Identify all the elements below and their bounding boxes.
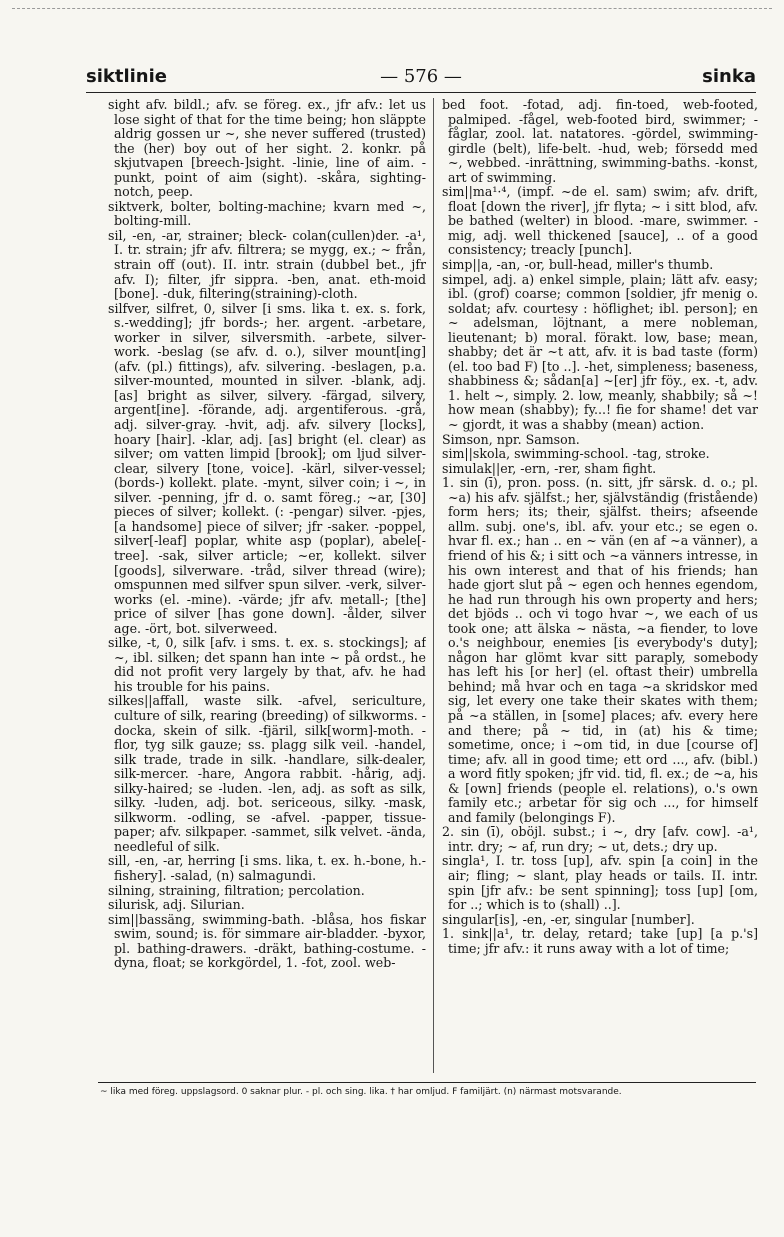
dictionary-entry: singla¹, I. tr. toss [up], afv. spin [a coin] in the air; fling; ~ slant, play heads or tails. II. intr. spin [jfr afv.: be sent spinning]; toss [up] [om, for ..; which is to (shall) ..]. [442,853,758,913]
dictionary-entry: sil, -en, -ar, strainer; bleck- colan(cullen)der. -a¹, I. tr. strain; jfr afv. filtrera; se mygg, ex.; ~ från, strain off (out). II. intr. strain (dubbel bet., jfr afv. I); filter, jfr sippra. -ben, anat. eth-moid [bone]. -duk, filtering(straining)-cloth. [108,227,426,302]
dictionary-entry: sim||bassäng, swimming-bath. -blåsa, hos fiskar swim, sound; is. för simmare air-bladder. -byxor, pl. bathing-drawers. -dräkt, bathing-costume. -dyna, float; se korkgördel, 1. -fot, zool. web- [108,911,426,971]
abbreviation-legend: ~ lika med föreg. uppslagsord. 0 saknar plur. - pl. och sing. lika. † har omljud. F familjärt. (n) närmast motsvarande. [100,1087,622,1097]
dictionary-entry: simulak||er, -ern, -rer, sham fight. [442,460,657,476]
dictionary-entry: Simson, npr. Samson. [442,431,580,447]
dictionary-entry: simpel, adj. a) enkel simple, plain; lätt afv. easy; ibl. (grof) coarse; common [soldier, jfr menig o. soldat; afv. courtesy : höflighet; ibl. person]; en ~ adelsman, löjtnant, a mere nobleman, lieutenant; b) moral. förakt. low, base; mean, shabby; det är ~t att, afv. it is bad taste (form) (el. too bad F) [to ..]. -het, simpleness; baseness, shabbiness &; sådan[a] ~[er] jfr föy., ex. -t, adv. 1. helt ~, simply. 2. low, meanly, shabbily; så ~! how mean (shabby); fy...! fie for shame! det var ~ gjordt, it was a shabby (mean) action. [442,271,758,433]
dictionary-entry: silke, -t, 0, silk [afv. i sms. t. ex. s. stockings]; af ~, ibl. silken; det spann han inte ~ på ordst., he did not profit very largely by that, afv. he had his trouble for his pains. [108,635,426,694]
column-divider [433,98,434,1073]
dictionary-entry: 1. sink||a¹, tr. delay, retard; take [up] [a p.'s] time; jfr afv.: it runs away with a lot of time; [442,926,758,956]
dictionary-entry: sim||skola, swimming-school. -tag, stroke. [442,446,710,462]
page-header [86,66,756,92]
dictionary-entry: silurisk, adj. Silurian. [108,897,245,913]
dictionary-entry: simp||a, -an, -or, bull-head, miller's thumb. [442,257,714,273]
left-column [108,98,426,1073]
dictionary-entry: silning, straining, filtration; percolation. [108,882,365,898]
top-scan-edge [12,8,772,9]
dictionary-entry: silkes||affall, waste silk. -afvel, sericulture, culture of silk, rearing (breeding) of silkworms. -docka, skein of silk. -fjäril, silk[worm]-moth. -flor, tyg silk gauze; ss. plagg silk veil. -handel, silk trade, trade in silk. -handlare, silk-dealer, silk-mercer. -hare, Angora rabbit. -hårig, adj. silky-haired; se -luden. -len, adj. as soft as silk, silky. -luden, adj. bot. sericeous, silky. -mask, silkworm. -odling, se -afvel. -papper, tissue-paper; afv. silkpaper. -sammet, silk velvet. -ända, needleful of silk. [108,693,426,854]
footer-rule [98,1082,756,1083]
dictionary-entry: silfver, silfret, 0, silver [i sms. lika t. ex. s. fork, s.-wedding]; jfr bords-; her. argent. -arbetare, worker in silver, silversmith. -arbete, silver-work. -beslag (se afv. d. o.), silver mount[ing] (afv. (pl.) fittings), afv. silvering. -beslagen, p.a. silver-mounted, mounted in silver. -blank, adj. [as] bright as silver, silvery. -färgad, silvery, argent[ine]. -förande, adj. argentiferous. -grå, adj. silver-gray. -hvit, adj. afv. silvery [locks], hoary [hair]. -klar, adj. [as] bright (el. clear) as silver; om vatten limpid [brook]; om ljud silver-clear, silvery [tone, voice]. -kärl, silver-vessel; (bords-) kollekt. plate. -mynt, silver coin; i ~, in silver. -penning, jfr d. o. samt föreg.; ~ar, [30] pieces of silver; kollekt. (: -pengar) silver. -pjes, [a handsome] piece of silver; jfr -saker. -poppel, silver[-leaf] poplar, white asp (poplar), abele[-tree]. -sak, silver article; ~er, kollekt. silver [goods], silverware. -tråd, silver thread (wire); omspunnen med silfver spun silver. -verk, silver-works (el. -mine). -värde; jfr afv. metall-; [the] price of silver [has gone down]. -ålder, silver age. -ört, bot. silverweed. [108,300,426,636]
header-rule [86,92,756,93]
guide-word-right: sinka [702,66,756,87]
dictionary-entry: 1. sin (ī), pron. poss. (n. sitt, jfr särsk. d. o.; pl. ~a) his afv. själfst.; her, självständig (fristående) form hers; its; their, själfst. theirs; afseende allm. subj. one's, ibl. afv. your etc.; se egen o. hvar fl. ex.; han .. en ~ vän (en af ~a vänner), a friend of his &; i sitt och ~a vänners intresse, in his own interest and that of his friends; han hade gjort slut på ~ egen och hennes egendom, he had run through his own property and hers; det bjöds .. och vi togo hvar ~, we each of us took one; att älska ~ nästa, ~a fiender, to love o.'s neighbour, enemies [is everybody's duty]; någon har glömt kvar sitt paraply, somebody has left his [or her] (el. oftast their) umbrella behind; må hvar och en taga ~a skridskor med sig, let every one take their skates with them; på ~a ställen, in [some] places; afv. every here and there; på ~ tid, in (at) his & time; sometime, once; i ~om tid, in due [course of] time; afv. all in good time; ett ord ..., afv. (bibl.) a word fitly spoken; jfr vid. tid, fl. ex.; de ~a, his & [own] friends (people el. relations), o.'s own family etc.; arbetar för sig och ..., for himself and family (belongings F). [442,475,758,825]
dictionary-entry: 2. sin (ī), oböjl. subst.; i ~, dry [afv. cow]. -a¹, intr. dry; ~ af, run dry; ~ ut, dets.; dry up. [442,824,758,854]
right-column [442,98,758,1073]
page-number: — 576 — [380,66,462,87]
dictionary-entry: sim||ma¹·⁴, (impf. ~de el. sam) swim; afv. drift, float [down the river], jfr flyta; ~ i sitt blod, afv. be bathed (welter) in blood. -mare, swimmer. -mig, adj. well thickened [sauce], .. of a good consistency; treacly [punch]. [442,184,758,258]
dictionary-entry: sill, -en, -ar, herring [i sms. lika, t. ex. h.-bone, h.-fishery]. -salad, (n) salmagundi. [108,853,426,883]
dictionary-entry: singular[is], -en, -er, singular [number]. [442,911,695,927]
dictionary-entry: sight afv. bildl.; afv. se föreg. ex., jfr afv.: let us lose sight of that for the time being; hon släppte aldrig gossen ur ~, she never suffered (trusted) the (her) boy out of her sight. 2. konkr. på skjutvapen [breech-]sight. -linie, line of aim. -punkt, point of aim (sight). -skåra, sighting-notch, peep. [108,98,426,200]
dictionary-entry: bed foot. -fotad, adj. fin-toed, web-footed, palmiped. -fågel, web-footed bird, swimmer; -fåglar, zool. lat. natatores. -gördel, swimming-girdle (belt), life-belt. -hud, web; försedd med ~, webbed. -inrättning, swimming-baths. -konst, art of swimming. [442,98,758,185]
dictionary-entry: siktverk, bolter, bolting-machine; kvarn med ~, bolting-mill. [108,198,426,229]
guide-word-left: siktlinie [86,66,167,87]
